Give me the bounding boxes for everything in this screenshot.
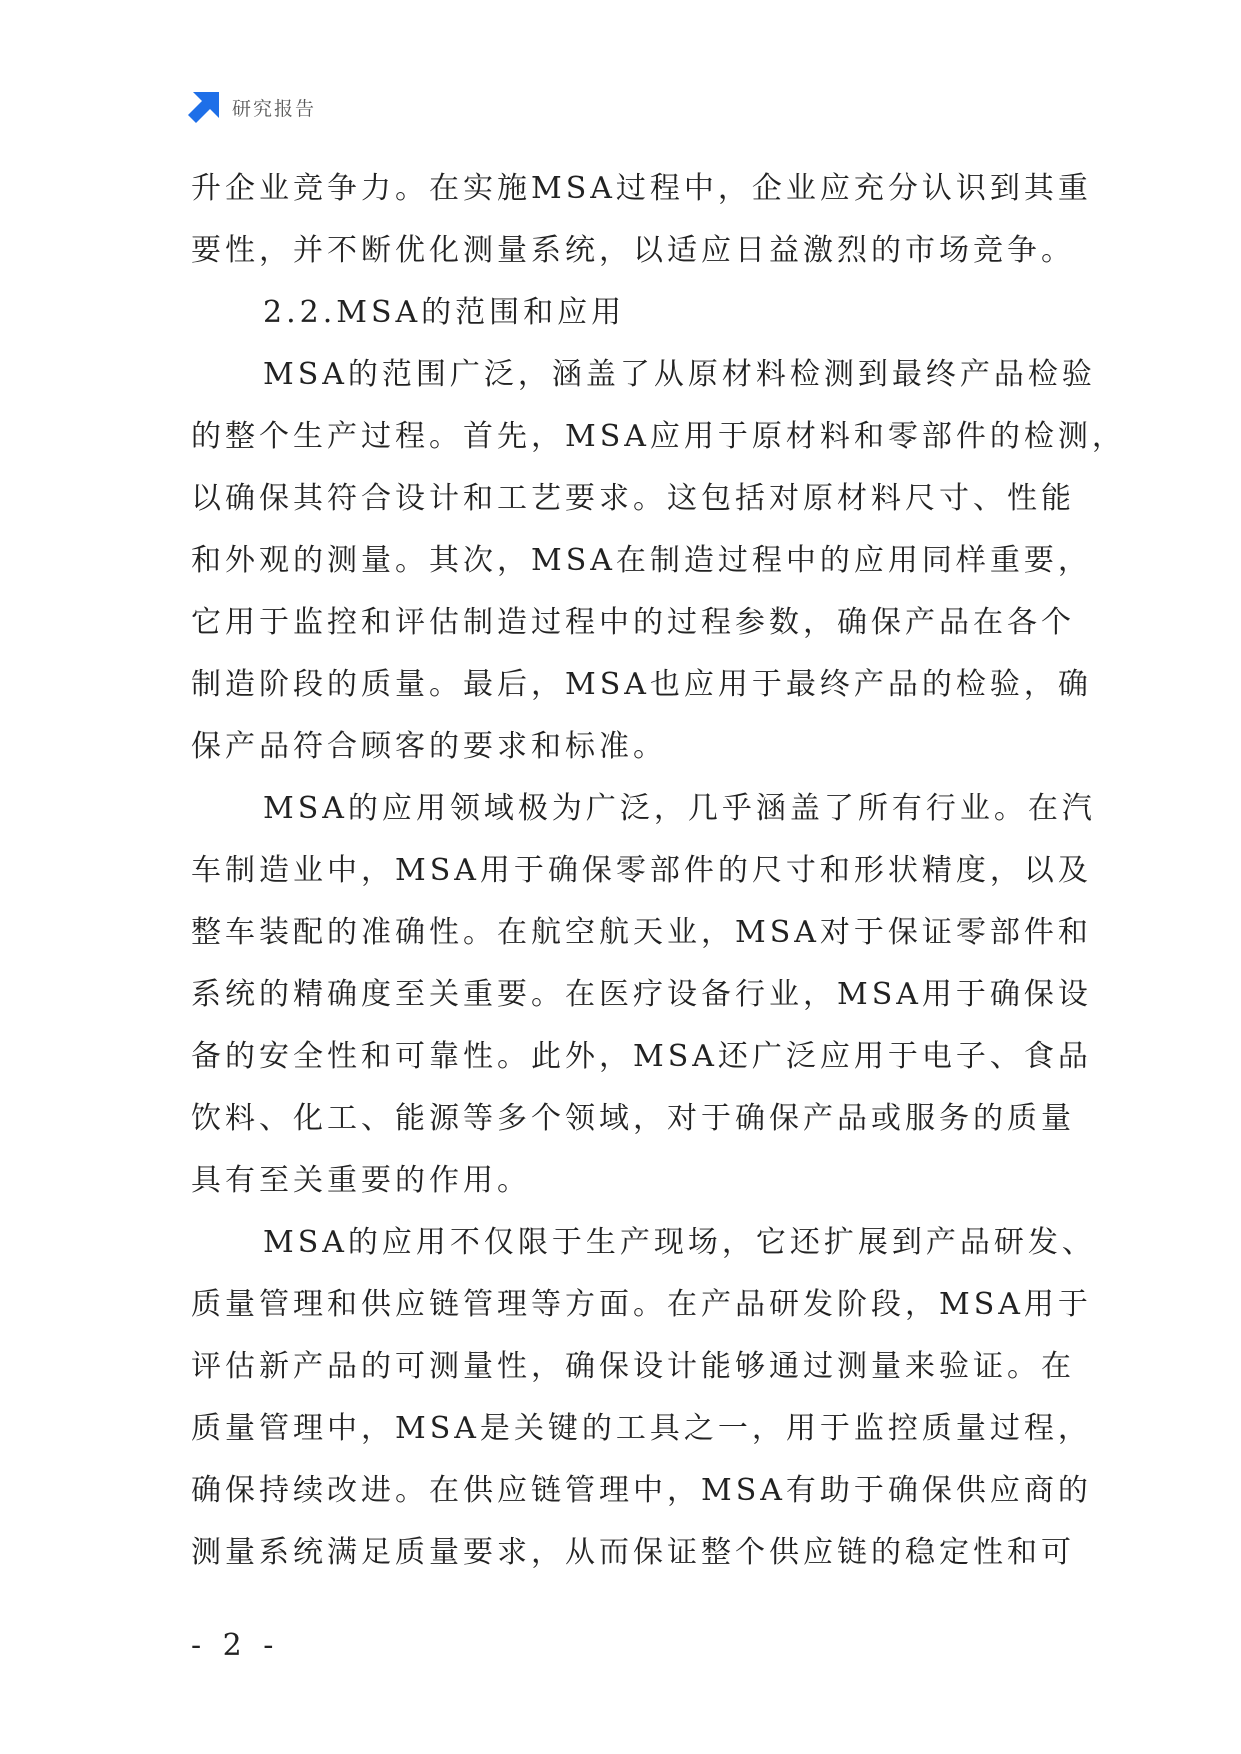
text-line: 制造阶段的质量。最后，MSA也应用于最终产品的检验，确 — [191, 667, 1092, 702]
page-number: - 2 - — [191, 1628, 280, 1663]
text-line: 要性，并不断优化测量系统，以适应日益激烈的市场竞争。 — [191, 233, 1075, 268]
text-line: 评估新产品的可测量性，确保设计能够通过测量来验证。在 — [191, 1349, 1075, 1384]
paragraph-first-line: MSA的范围广泛，涵盖了从原材料检测到最终产品检验 — [263, 357, 1096, 392]
text-line: 饮料、化工、能源等多个领域，对于确保产品或服务的质量 — [191, 1101, 1075, 1136]
text-line: 测量系统满足质量要求，从而保证整个供应链的稳定性和可 — [191, 1535, 1075, 1570]
report-header — [187, 88, 316, 126]
text-line: 系统的精确度至关重要。在医疗设备行业，MSA用于确保设 — [191, 977, 1092, 1012]
arrow-up-right-logo-icon — [187, 90, 221, 124]
paragraph-first-line: MSA的应用不仅限于生产现场，它还扩展到产品研发、 — [263, 1225, 1096, 1260]
document-body — [191, 158, 1126, 1584]
text-line: 车制造业中，MSA用于确保零部件的尺寸和形状精度，以及 — [191, 853, 1092, 888]
text-line: 质量管理和供应链管理等方面。在产品研发阶段，MSA用于 — [191, 1287, 1092, 1322]
header-label: 研究报告 — [232, 97, 317, 120]
text-line: 确保持续改进。在供应链管理中，MSA有助于确保供应商的 — [191, 1473, 1092, 1508]
text-line: 质量管理中，MSA是关键的工具之一，用于监控质量过程， — [191, 1411, 1092, 1446]
paragraph-first-line: MSA的应用领域极为广泛，几乎涵盖了所有行业。在汽 — [263, 791, 1096, 826]
section-heading: 2.2.MSA的范围和应用 — [263, 295, 626, 330]
text-line: 它用于监控和评估制造过程中的过程参数，确保产品在各个 — [191, 605, 1075, 640]
text-line: 整车装配的准确性。在航空航天业，MSA对于保证零部件和 — [191, 915, 1092, 950]
text-line: 升企业竞争力。在实施MSA过程中，企业应充分认识到其重 — [191, 171, 1092, 206]
text-line: 以确保其符合设计和工艺要求。这包括对原材料尺寸、性能 — [191, 481, 1075, 516]
text-line: 和外观的测量。其次，MSA在制造过程中的应用同样重要， — [191, 543, 1092, 578]
text-line: 保产品符合顾客的要求和标准。 — [191, 729, 667, 764]
text-line: 的整个生产过程。首先，MSA应用于原材料和零部件的检测， — [191, 419, 1126, 454]
text-line: 备的安全性和可靠性。此外，MSA还广泛应用于电子、食品 — [191, 1039, 1092, 1074]
text-line: 具有至关重要的作用。 — [191, 1163, 531, 1198]
